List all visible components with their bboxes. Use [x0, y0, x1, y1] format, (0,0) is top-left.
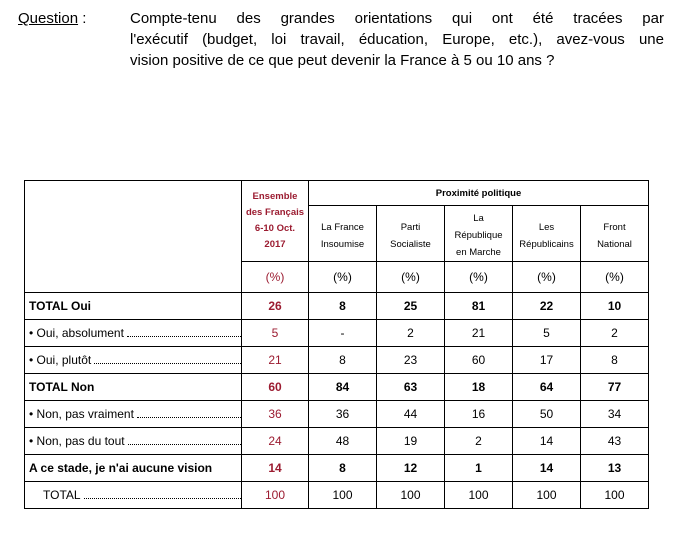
pct-label-ensemble: (%) — [242, 262, 309, 293]
party-value: 18 — [445, 374, 513, 401]
pct-label: (%) — [513, 262, 581, 293]
dot-leader — [84, 488, 241, 499]
row-label: • Non, pas du tout — [25, 428, 242, 455]
row-label: • Non, pas vraiment — [25, 401, 242, 428]
party-header: Front National — [581, 206, 649, 262]
ensemble-value: 100 — [242, 482, 309, 509]
party-value: 43 — [581, 428, 649, 455]
party-value: 14 — [513, 455, 581, 482]
party-value: 21 — [445, 320, 513, 347]
table-row — [25, 401, 649, 428]
party-value: 13 — [581, 455, 649, 482]
party-value: 100 — [513, 482, 581, 509]
party-value: 22 — [513, 293, 581, 320]
party-header: La France Insoumise — [309, 206, 377, 262]
ensemble-value: 14 — [242, 455, 309, 482]
header-empty-cell — [25, 181, 242, 293]
row-label: TOTAL — [25, 482, 242, 509]
party-value: 100 — [445, 482, 513, 509]
party-value: 17 — [513, 347, 581, 374]
party-value: 2 — [377, 320, 445, 347]
question-line: Compte-tenu des grandes orientations qui ont été tracées par — [130, 10, 664, 27]
party-value: 100 — [581, 482, 649, 509]
ensemble-value: 24 — [242, 428, 309, 455]
party-header: Les Républicains — [513, 206, 581, 262]
dot-leader — [128, 434, 241, 445]
table-row — [25, 455, 649, 482]
question-line: vision positive de ce que peut devenir la France à 5 ou 10 ans ? — [130, 52, 555, 69]
dot-leader — [127, 326, 241, 337]
party-value: 34 — [581, 401, 649, 428]
question-line: l'exécutif (budget, loi travail, éducation, Europe, etc.), avez-vous une — [130, 31, 664, 48]
party-value: 12 — [377, 455, 445, 482]
row-label: • Oui, absolument — [25, 320, 242, 347]
party-value: 77 — [581, 374, 649, 401]
party-value: 5 — [513, 320, 581, 347]
party-value: - — [309, 320, 377, 347]
party-value: 8 — [309, 455, 377, 482]
pct-label: (%) — [377, 262, 445, 293]
ensemble-value: 36 — [242, 401, 309, 428]
party-value: 8 — [309, 347, 377, 374]
proximite-header: Proximité politique — [309, 181, 649, 206]
ensemble-value: 60 — [242, 374, 309, 401]
party-value: 16 — [445, 401, 513, 428]
table-row — [25, 320, 649, 347]
party-header: La République en Marche — [445, 206, 513, 262]
table-row — [25, 293, 649, 320]
party-header: Parti Socialiste — [377, 206, 445, 262]
pct-label: (%) — [581, 262, 649, 293]
row-label: • Oui, plutôt — [25, 347, 242, 374]
ensemble-value: 26 — [242, 293, 309, 320]
row-label: A ce stade, je n'ai aucune vision — [25, 455, 242, 482]
pct-label: (%) — [309, 262, 377, 293]
question-label: Question : — [18, 10, 87, 27]
party-value: 8 — [581, 347, 649, 374]
table-row — [25, 428, 649, 455]
party-value: 25 — [377, 293, 445, 320]
question-text — [130, 8, 664, 71]
party-value: 64 — [513, 374, 581, 401]
party-value: 36 — [309, 401, 377, 428]
party-value: 48 — [309, 428, 377, 455]
table-row — [25, 374, 649, 401]
row-label: TOTAL Oui — [25, 293, 242, 320]
party-value: 100 — [377, 482, 445, 509]
results-table — [24, 180, 649, 509]
party-value: 2 — [445, 428, 513, 455]
party-value: 2 — [581, 320, 649, 347]
dot-leader — [94, 353, 241, 364]
party-value: 50 — [513, 401, 581, 428]
party-value: 14 — [513, 428, 581, 455]
party-value: 1 — [445, 455, 513, 482]
party-value: 19 — [377, 428, 445, 455]
party-value: 60 — [445, 347, 513, 374]
party-value: 100 — [309, 482, 377, 509]
pct-label: (%) — [445, 262, 513, 293]
ensemble-value: 21 — [242, 347, 309, 374]
party-value: 8 — [309, 293, 377, 320]
row-label: TOTAL Non — [25, 374, 242, 401]
party-value: 44 — [377, 401, 445, 428]
party-value: 63 — [377, 374, 445, 401]
party-value: 10 — [581, 293, 649, 320]
table-row — [25, 347, 649, 374]
party-value: 84 — [309, 374, 377, 401]
table-row — [25, 482, 649, 509]
party-value: 23 — [377, 347, 445, 374]
ensemble-header: Ensemble des Français 6-10 Oct. 2017 — [242, 181, 309, 262]
dot-leader — [137, 407, 241, 418]
ensemble-value: 5 — [242, 320, 309, 347]
party-value: 81 — [445, 293, 513, 320]
